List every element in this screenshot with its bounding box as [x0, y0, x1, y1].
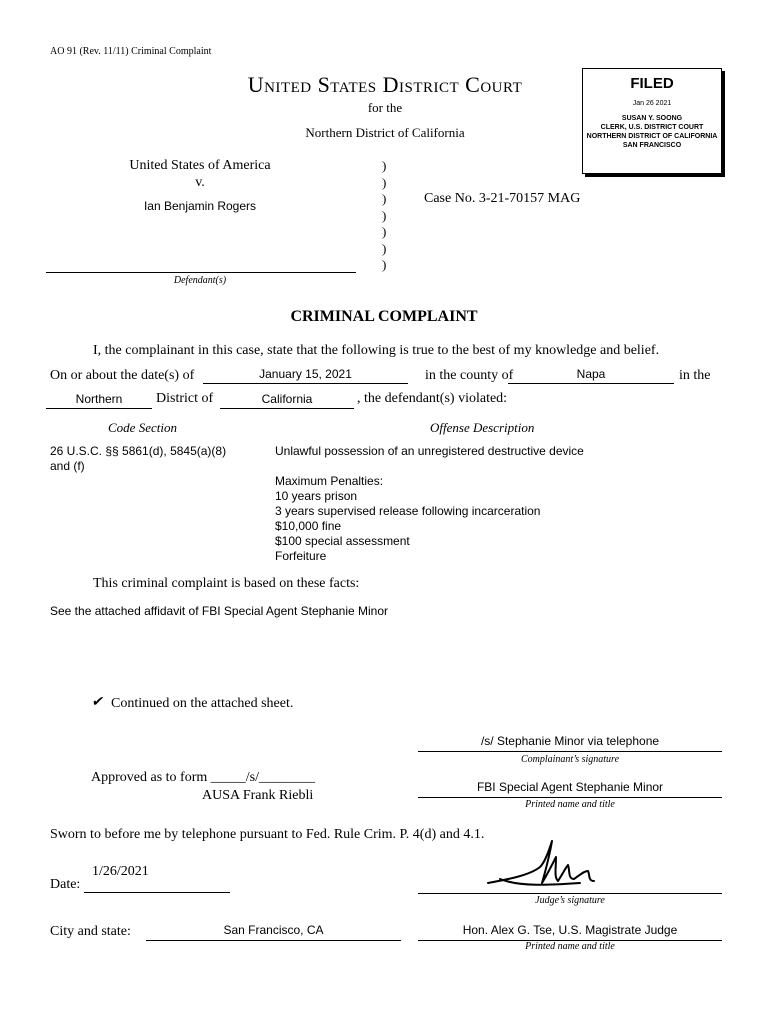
filed-stamp — [582, 68, 722, 174]
case-number: Case No. 3-21-70157 MAG — [424, 191, 581, 206]
judge-signature-label: Judge’s signature — [535, 895, 605, 906]
desc-line: 3 years supervised release following incarceration — [275, 504, 541, 518]
defendant-underline — [46, 272, 356, 273]
complainant-printed-name: FBI Special Agent Stephanie Minor — [476, 780, 664, 794]
form-id: AO 91 (Rev. 11/11) Criminal Complaint — [50, 46, 212, 57]
court-title: United States District Court — [247, 72, 523, 97]
for-the-text: for the — [367, 100, 403, 115]
desc-line: Maximum Penalties: — [275, 474, 384, 488]
defendant-label: Defendant(s) — [173, 275, 227, 286]
complaint-heading: CRIMINAL COMPLAINT — [290, 308, 478, 325]
district-line — [46, 408, 152, 409]
desc-line: Unlawful possession of an unregistered destructive device — [275, 444, 584, 458]
desc-line: Forfeiture — [275, 549, 327, 563]
offense-date-line — [203, 383, 408, 384]
code-line-1: 26 U.S.C. §§ 5861(d), 5845(a)(8) — [50, 444, 227, 458]
complainant-signature-line — [418, 751, 722, 752]
state-line — [220, 408, 354, 409]
district-field: Northern — [75, 392, 123, 406]
complainant-signature: /s/ Stephanie Minor via telephone — [480, 734, 660, 748]
plaintiff-name: United States of America — [129, 158, 271, 173]
code-section-header: Code Section — [108, 420, 177, 435]
defendant-name: Ian Benjamin Rogers — [143, 199, 257, 213]
district-of-label: District of — [156, 391, 214, 406]
county-label: in the county of — [425, 368, 514, 383]
desc-line: $10,000 fine — [275, 519, 342, 533]
district-name: Northern District of California — [305, 125, 465, 140]
complainant-printed-line — [418, 797, 722, 798]
continued-label: Continued on the attached sheet. — [111, 696, 294, 711]
state-field: California — [261, 392, 313, 406]
in-the-text: in the — [679, 368, 711, 383]
filed-date: Jan 26 2021 — [632, 100, 672, 107]
desc-line-blank — [275, 459, 584, 474]
complainant-printed-label: Printed name and title — [525, 799, 615, 810]
offense-date-field: January 15, 2021 — [259, 367, 352, 381]
code-line-2: and (f) — [50, 459, 85, 473]
continued-checkbox[interactable] — [92, 694, 104, 711]
date-line — [84, 892, 230, 893]
complainant-signature-label: Complainant’s signature — [520, 754, 620, 765]
intro-statement: I, the complainant in this case, state that the following is true to the best of my knowledge and belief. — [93, 343, 660, 358]
clerk-city: SAN FRANCISCO — [622, 142, 682, 149]
signed-date: 1/26/2021 — [92, 864, 149, 879]
desc-line: $100 special assessment — [275, 534, 410, 548]
offense-description-header: Offense Description — [430, 420, 535, 435]
county-line — [508, 383, 674, 384]
judge-signature-line — [418, 893, 722, 894]
offense-description-value — [275, 444, 584, 564]
date-prefix: On or about the date(s) of — [50, 368, 195, 383]
sworn-statement: Sworn to before me by telephone pursuant to Fed. Rule Crim. P. 4(d) and 4.1. — [50, 827, 485, 842]
facts-text: See the attached affidavit of FBI Special Agent Stephanie Minor — [50, 604, 388, 618]
city-state-value: San Francisco, CA — [223, 923, 324, 937]
facts-intro: This criminal complaint is based on these facts: — [93, 576, 360, 591]
ausa-name: AUSA Frank Riebli — [202, 788, 314, 803]
filed-label: FILED — [630, 75, 674, 92]
date-label: Date: — [50, 877, 81, 892]
city-state-label: City and state: — [50, 924, 131, 939]
county-field: Napa — [576, 367, 606, 381]
judge-printed-name: Hon. Alex G. Tse, U.S. Magistrate Judge — [462, 923, 678, 937]
clerk-district: NORTHERN DISTRICT OF CALIFORNIA — [586, 133, 718, 140]
clerk-title: CLERK, U.S. DISTRICT COURT — [600, 124, 704, 131]
city-state-line — [146, 940, 401, 941]
approved-as-to-form: Approved as to form _____/s/________ — [91, 770, 315, 785]
judge-printed-label: Printed name and title — [525, 941, 615, 952]
clerk-name: SUSAN Y. SOONG — [621, 115, 683, 122]
judge-signature-image — [480, 835, 610, 897]
desc-line: 10 years prison — [275, 489, 358, 503]
versus-text: v. — [195, 175, 205, 190]
checkmark-icon: ✔ — [90, 695, 106, 710]
caption-parens: ) ) ) ) ) ) ) — [382, 158, 387, 272]
violated-text: , the defendant(s) violated: — [357, 391, 508, 406]
code-section-value — [50, 444, 226, 474]
clerk-block — [583, 114, 721, 150]
